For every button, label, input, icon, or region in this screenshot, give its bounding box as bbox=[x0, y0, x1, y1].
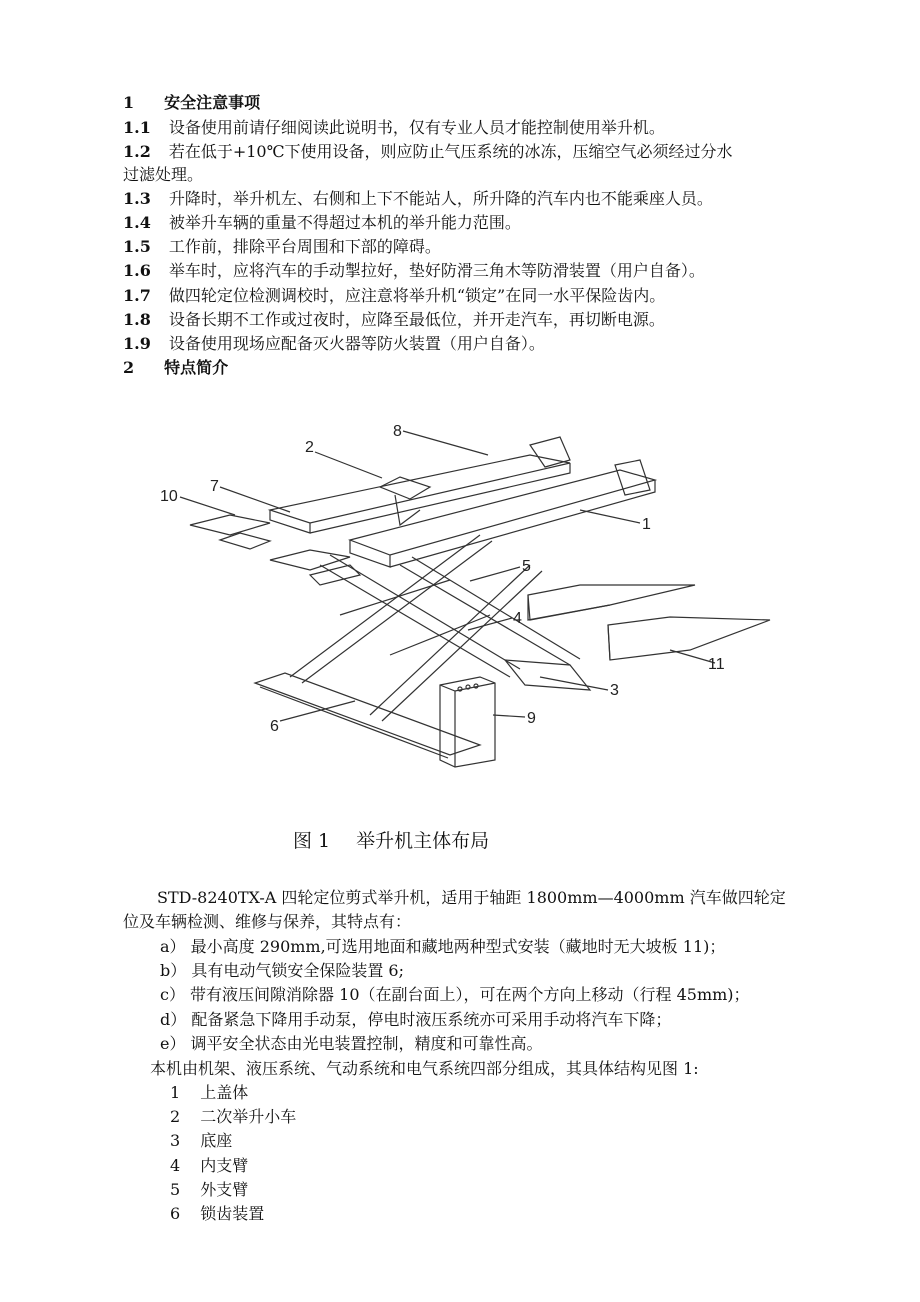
label-1: 1 bbox=[642, 516, 651, 533]
ramp-lower bbox=[608, 617, 770, 660]
part-number: 4 bbox=[170, 1156, 181, 1175]
label-7: 7 bbox=[210, 478, 219, 495]
item-number: 1.8 bbox=[123, 310, 151, 329]
label-6: 6 bbox=[270, 718, 279, 735]
item-text: 举车时，应将汽车的手动掣拉好，垫好防滑三角木等防滑装置（用户自备）。 bbox=[168, 261, 705, 280]
feature-e: e） 调平安全状态由光电装置控制，精度和可靠性高。 bbox=[160, 1034, 543, 1053]
part-name: 内支臂 bbox=[200, 1156, 249, 1175]
label-3: 3 bbox=[610, 682, 619, 699]
part-name: 二次举升小车 bbox=[200, 1107, 297, 1126]
item-text: 被举升车辆的重量不得超过本机的举升能力范围。 bbox=[168, 213, 521, 232]
item-text: 做四轮定位检测调校时，应注意将举升机“锁定”在同一水平保险齿内。 bbox=[168, 286, 666, 305]
figure-caption bbox=[293, 826, 489, 853]
part-2 bbox=[170, 1106, 296, 1128]
label-11: 11 bbox=[708, 656, 725, 673]
item-number: 1.7 bbox=[123, 286, 151, 305]
item-text: 工作前，排除平台周围和下部的障碍。 bbox=[168, 237, 441, 256]
part-1 bbox=[170, 1082, 248, 1104]
inner-arm bbox=[320, 555, 520, 677]
base-frame bbox=[255, 673, 480, 755]
item-1-6 bbox=[123, 260, 705, 282]
item-text: 设备使用前请仔细阅读此说明书，仅有专业人员才能控制使用举升机。 bbox=[168, 118, 665, 137]
base-plate bbox=[505, 660, 590, 690]
outer-arm-2 bbox=[370, 565, 542, 721]
item-number: 1.1 bbox=[123, 118, 151, 137]
part-name: 外支臂 bbox=[200, 1180, 249, 1199]
label-10: 10 bbox=[160, 488, 178, 505]
structure-line: 本机由机架、液压系统、气动系统和电气系统四部分组成，其具体结构见图 1: bbox=[150, 1059, 699, 1078]
part-number: 3 bbox=[170, 1131, 181, 1150]
item-number: 1.9 bbox=[123, 334, 151, 353]
label-2: 2 bbox=[305, 439, 314, 456]
section-1-heading bbox=[123, 92, 260, 114]
label-9: 9 bbox=[527, 710, 536, 727]
item-number: 1.2 bbox=[123, 142, 151, 161]
top-cover-right bbox=[350, 470, 655, 555]
section-2-title: 特点简介 bbox=[164, 358, 229, 377]
section-2-number: 2 bbox=[123, 358, 135, 377]
feature-b: b） 具有电动气锁安全保险装置 6; bbox=[160, 961, 404, 980]
part-number: 1 bbox=[170, 1083, 181, 1102]
secondary-lift-carriage bbox=[380, 477, 430, 499]
part-5 bbox=[170, 1179, 248, 1201]
feature-d: d） 配备紧急下降用手动泵，停电时液压系统亦可采用手动将汽车下降； bbox=[160, 1010, 672, 1029]
part-4 bbox=[170, 1155, 248, 1177]
item-number: 1.5 bbox=[123, 237, 151, 256]
item-text: 设备使用现场应配备灭火器等防火装置（用户自备）。 bbox=[168, 334, 545, 353]
label-8: 8 bbox=[393, 423, 402, 440]
figure-caption-number: 图 1 bbox=[293, 830, 331, 852]
top-cover-left bbox=[270, 455, 570, 523]
item-1-4 bbox=[123, 212, 521, 234]
part-6 bbox=[170, 1203, 264, 1225]
lift-layout-diagram bbox=[150, 415, 780, 780]
section-1-title: 安全注意事项 bbox=[164, 93, 261, 112]
part-number: 2 bbox=[170, 1107, 181, 1126]
part-name: 上盖体 bbox=[200, 1083, 249, 1102]
item-1-3 bbox=[123, 188, 713, 210]
item-text: 设备长期不工作或过夜时，应降至最低位，并开走汽车，再切断电源。 bbox=[168, 310, 665, 329]
item-1-1 bbox=[123, 117, 665, 139]
part-number: 6 bbox=[170, 1204, 181, 1223]
outer-arm bbox=[290, 535, 492, 683]
ramp-upper bbox=[528, 585, 695, 620]
item-number: 1.3 bbox=[123, 189, 151, 208]
part-number: 5 bbox=[170, 1180, 181, 1199]
item-1-5 bbox=[123, 236, 441, 258]
label-5: 5 bbox=[522, 558, 531, 575]
intro-line-1: STD-8240TX-A 四轮定位剪式举升机，适用于轴距 1800mm—4000mm 汽车做四轮定 bbox=[157, 888, 786, 907]
item-1-2-continued bbox=[123, 164, 203, 186]
item-text: 若在低于+10℃下使用设备，则应防止气压系统的冰冻，压缩空气必须经过分水 bbox=[168, 142, 733, 161]
part-name: 锁齿装置 bbox=[200, 1204, 265, 1223]
item-1-2 bbox=[123, 141, 733, 163]
part-3 bbox=[170, 1130, 232, 1152]
item-text: 升降时，举升机左、右侧和上下不能站人，所升降的汽车内也不能乘座人员。 bbox=[168, 189, 713, 208]
figure-caption-text: 举升机主体布局 bbox=[356, 830, 490, 852]
part-name: 底座 bbox=[200, 1131, 233, 1150]
inner-arm-2 bbox=[400, 557, 580, 665]
intro-line-2: 位及车辆检测、维修与保养，其特点有： bbox=[123, 912, 412, 931]
item-1-8 bbox=[123, 309, 665, 331]
item-text-continued: 过滤处理。 bbox=[123, 165, 204, 184]
feature-c: c） 带有液压间隙消除器 10（在副台面上），可在两个方向上移动（行程 45mm)； bbox=[160, 985, 750, 1004]
item-1-9 bbox=[123, 333, 545, 355]
control-cabinet bbox=[440, 677, 495, 767]
feature-a: a） 最小高度 290mm,可选用地面和藏地两种型式安装（藏地时无大坡板 11)； bbox=[160, 937, 726, 956]
section-1-number: 1 bbox=[123, 93, 135, 112]
section-2-heading bbox=[123, 357, 228, 379]
item-number: 1.4 bbox=[123, 213, 151, 232]
item-1-7 bbox=[123, 285, 665, 307]
label-4: 4 bbox=[513, 610, 522, 627]
item-number: 1.6 bbox=[123, 261, 151, 280]
